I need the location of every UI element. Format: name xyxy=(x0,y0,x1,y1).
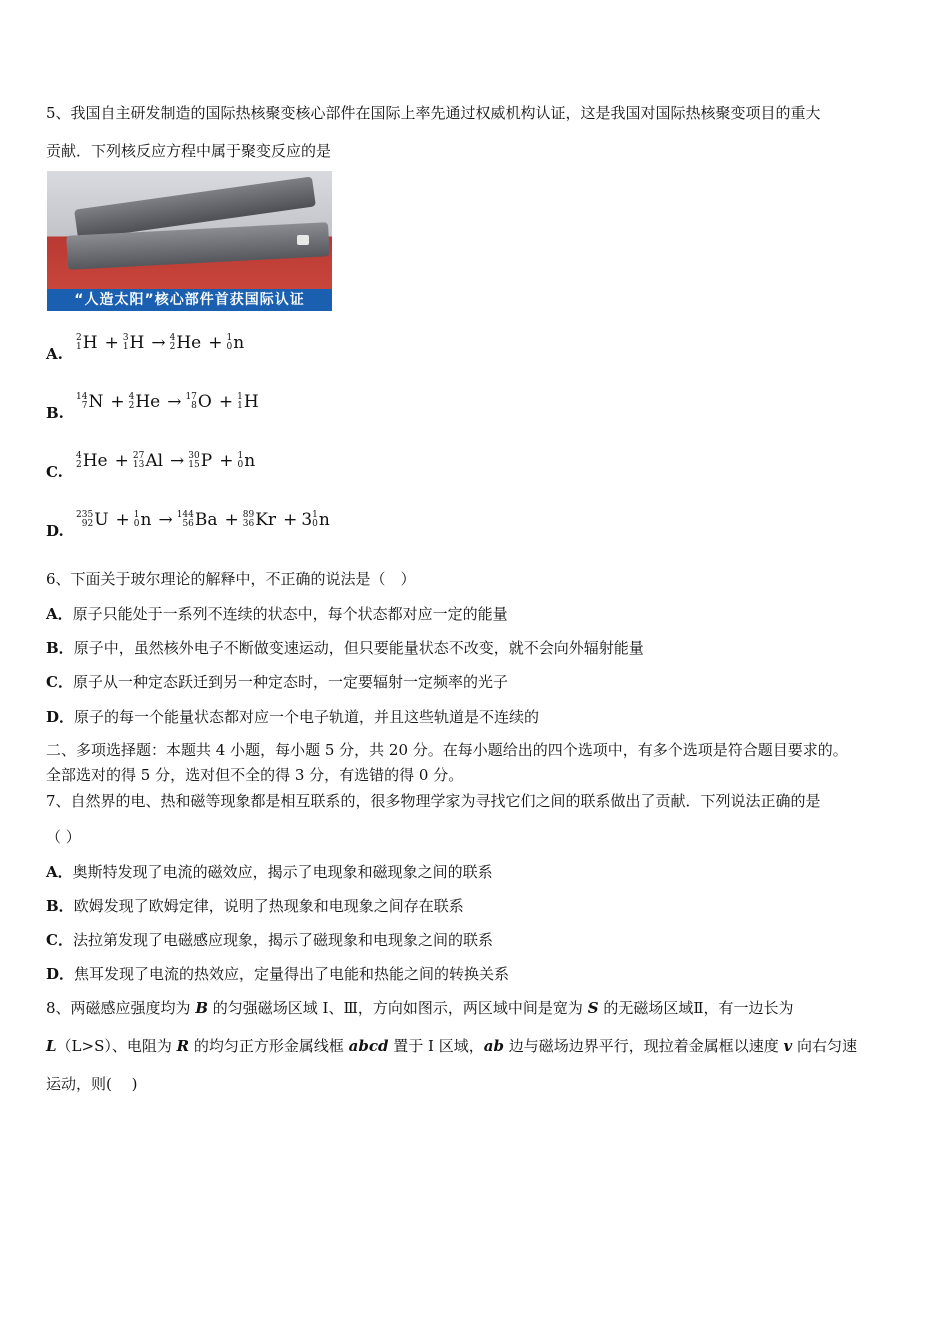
section2-heading-line2: 全部选对的得 5 分，选对但不全的得 3 分，有选错的得 0 分。 xyxy=(46,766,464,784)
q5-option-d-letter: D. xyxy=(46,522,64,540)
equation-operator: → xyxy=(151,333,166,353)
equation-operator: + xyxy=(224,510,239,530)
equation-operator: + xyxy=(219,451,234,471)
q7-stem-line2: （ ） xyxy=(46,828,81,846)
q8-stem-line2: L（L>S）、电阻为 R 的均匀正方形金属线框 abcd 置于 Ⅰ 区域，ab 边与磁场边界平行，现拉着金属框以速度 v 向右匀速 xyxy=(46,1037,857,1055)
q5-option-b-letter: B. xyxy=(46,404,64,422)
q8-stem-line3: 运动，则( ) xyxy=(46,1075,138,1093)
equation-operator: + xyxy=(218,392,234,412)
section2-heading-line1: 二、多项选择题：本题共 4 小题，每小题 5 分，共 20 分。在每小题给出的四个选项中，有多个选项是符合题目要求的。 xyxy=(46,741,848,759)
nuclide: 1 1 H xyxy=(237,391,259,412)
q6-option-b: B．原子中，虽然核外电子不断做变速运动，但只要能量状态不改变，就不会向外辐射能量 xyxy=(46,639,644,657)
q7-option-b: B．欧姆发现了欧姆定律，说明了热现象和电现象之间存在联系 xyxy=(46,897,464,915)
q6-option-a: A．原子只能处于一系列不连续的状态中，每个状态都对应一定的能量 xyxy=(46,605,508,623)
q6-stem: 6、下面关于玻尔理论的解释中，不正确的说法是（ ） xyxy=(46,570,416,588)
nuclide: 30 15 P xyxy=(188,450,213,471)
nuclide: 1 0 n xyxy=(237,450,256,471)
nuclide: 14 7 N xyxy=(76,391,104,412)
q5-option-a-letter: A. xyxy=(46,345,63,363)
nuclide: 4 2 He xyxy=(169,332,202,353)
q5-option-c-letter: C. xyxy=(46,463,63,481)
nuclide: 1 0 n xyxy=(226,332,245,353)
equation-operator: + xyxy=(208,333,223,353)
q8-stem-line1: 8、两磁感应强度均为 B 的匀强磁场区域 Ⅰ、Ⅲ，方向如图示，两区域中间是宽为 S 的无磁场区域Ⅱ，有一边长为 xyxy=(46,999,794,1017)
equation-operator: + xyxy=(283,510,298,530)
nuclide: 4 2 He xyxy=(128,391,161,412)
nuclide: 27 13 Al xyxy=(132,450,164,471)
q7-option-c: C．法拉第发现了电磁感应现象，揭示了磁现象和电现象之间的联系 xyxy=(46,931,493,949)
nuclide: 2 1 H xyxy=(76,332,98,353)
nuclide: 1 0 n xyxy=(133,509,152,530)
q5-stem-line2: 贡献．下列核反应方程中属于聚变反应的是 xyxy=(46,142,332,160)
q7-stem-line1: 7、自然界的电、热和磁等现象都是相互联系的，很多物理学家为寻找它们之间的联系做出了贡献．下列说法正确的是 xyxy=(46,792,821,810)
nuclide: 3 1 H xyxy=(122,332,145,353)
q6-option-d: D．原子的每一个能量状态都对应一个电子轨道，并且这些轨道是不连续的 xyxy=(46,708,540,726)
equation-operator: + xyxy=(110,392,125,412)
nuclide: 4 2 He xyxy=(76,450,108,471)
nuclide: 89 36 Kr xyxy=(242,509,277,530)
equation-operator: → xyxy=(167,392,182,412)
equation-operator: → xyxy=(170,451,185,471)
q5-option-d-equation xyxy=(76,510,333,530)
equation-operator: + xyxy=(114,451,129,471)
q5-option-a-equation xyxy=(76,333,247,353)
nuclide: 144 56 Ba xyxy=(176,509,218,530)
nuclide: 3 1 0 n xyxy=(301,509,330,530)
q5-photo xyxy=(47,171,332,311)
q5-option-b-equation xyxy=(76,392,262,412)
q6-option-c: C．原子从一种定态跃迁到另一种定态时，一定要辐射一定频率的光子 xyxy=(46,673,508,691)
equation-operator: → xyxy=(158,510,173,530)
q7-option-d: D．焦耳发现了电流的热效应，定量得出了电能和热能之间的转换关系 xyxy=(46,965,510,983)
nuclide: 235 92 U xyxy=(76,509,109,530)
nuclide: 17 8 O xyxy=(185,391,212,412)
equation-operator: + xyxy=(104,333,119,353)
q5-stem-line1: 5、我国自主研发制造的国际热核聚变核心部件在国际上率先通过权威机构认证，这是我国对国际热核聚变项目的重大 xyxy=(46,104,821,122)
equation-operator: + xyxy=(115,510,130,530)
q5-photo-caption: “人造太阳”核心部件首获国际认证 xyxy=(47,289,332,311)
q7-option-a: A．奥斯特发现了电流的磁效应，揭示了电现象和磁现象之间的联系 xyxy=(46,863,493,881)
q5-option-c-equation xyxy=(76,451,258,471)
